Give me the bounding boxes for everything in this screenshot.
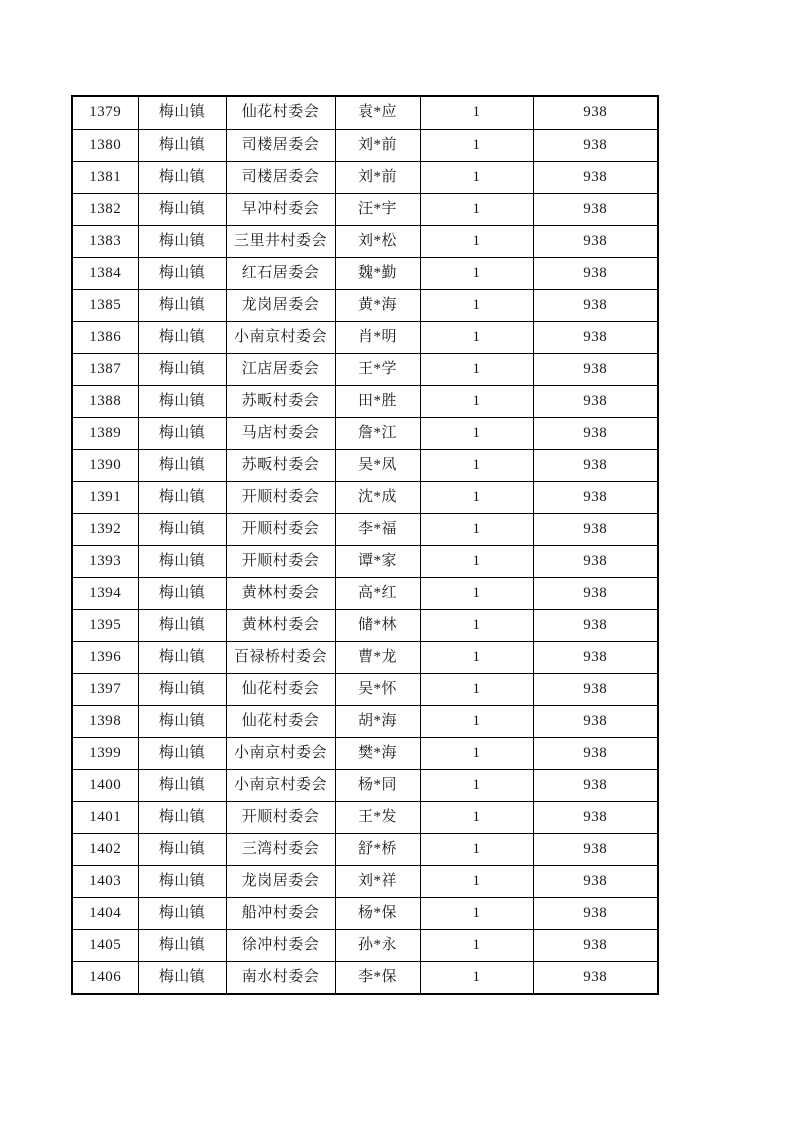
count-cell: 1 (420, 321, 533, 353)
name-cell: 谭*家 (335, 545, 420, 577)
count-cell: 1 (420, 833, 533, 865)
count-cell: 1 (420, 257, 533, 289)
serial-cell: 1394 (72, 577, 138, 609)
count-cell: 1 (420, 705, 533, 737)
code-cell: 938 (533, 577, 658, 609)
name-cell: 黄*海 (335, 289, 420, 321)
table-row (72, 577, 658, 609)
count-cell: 1 (420, 865, 533, 897)
table-row (72, 321, 658, 353)
village-cell: 南水村委会 (226, 961, 335, 994)
count-cell: 1 (420, 929, 533, 961)
town-cell: 梅山镇 (138, 257, 226, 289)
table-row (72, 481, 658, 513)
code-cell: 938 (533, 161, 658, 193)
code-cell: 938 (533, 545, 658, 577)
name-cell: 刘*祥 (335, 865, 420, 897)
table-row (72, 353, 658, 385)
serial-cell: 1396 (72, 641, 138, 673)
name-cell: 吴*怀 (335, 673, 420, 705)
serial-cell: 1397 (72, 673, 138, 705)
name-cell: 汪*宇 (335, 193, 420, 225)
serial-cell: 1393 (72, 545, 138, 577)
name-cell: 詹*江 (335, 417, 420, 449)
code-cell: 938 (533, 481, 658, 513)
count-cell: 1 (420, 481, 533, 513)
village-cell: 开顺村委会 (226, 481, 335, 513)
count-cell: 1 (420, 513, 533, 545)
town-cell: 梅山镇 (138, 865, 226, 897)
village-cell: 龙岗居委会 (226, 865, 335, 897)
table-row (72, 833, 658, 865)
village-cell: 三里井村委会 (226, 225, 335, 257)
serial-cell: 1401 (72, 801, 138, 833)
code-cell: 938 (533, 833, 658, 865)
town-cell: 梅山镇 (138, 161, 226, 193)
village-cell: 江店居委会 (226, 353, 335, 385)
village-cell: 开顺村委会 (226, 513, 335, 545)
name-cell: 胡*海 (335, 705, 420, 737)
village-cell: 苏畈村委会 (226, 385, 335, 417)
village-cell: 小南京村委会 (226, 769, 335, 801)
table-row (72, 289, 658, 321)
name-cell: 杨*同 (335, 769, 420, 801)
serial-cell: 1398 (72, 705, 138, 737)
table-row (72, 961, 658, 994)
town-cell: 梅山镇 (138, 513, 226, 545)
code-cell: 938 (533, 321, 658, 353)
name-cell: 王*学 (335, 353, 420, 385)
town-cell: 梅山镇 (138, 321, 226, 353)
serial-cell: 1386 (72, 321, 138, 353)
table-row (72, 513, 658, 545)
count-cell: 1 (420, 673, 533, 705)
name-cell: 高*红 (335, 577, 420, 609)
table-row (72, 449, 658, 481)
town-cell: 梅山镇 (138, 225, 226, 257)
name-cell: 储*林 (335, 609, 420, 641)
town-cell: 梅山镇 (138, 417, 226, 449)
town-cell: 梅山镇 (138, 353, 226, 385)
name-cell: 李*保 (335, 961, 420, 994)
count-cell: 1 (420, 417, 533, 449)
village-cell: 仙花村委会 (226, 673, 335, 705)
serial-cell: 1400 (72, 769, 138, 801)
village-cell: 徐冲村委会 (226, 929, 335, 961)
count-cell: 1 (420, 449, 533, 481)
village-cell: 百禄桥村委会 (226, 641, 335, 673)
table-row (72, 257, 658, 289)
code-cell: 938 (533, 225, 658, 257)
code-cell: 938 (533, 801, 658, 833)
town-cell: 梅山镇 (138, 577, 226, 609)
town-cell: 梅山镇 (138, 449, 226, 481)
town-cell: 梅山镇 (138, 193, 226, 225)
village-cell: 早冲村委会 (226, 193, 335, 225)
table-body (72, 96, 658, 994)
town-cell: 梅山镇 (138, 129, 226, 161)
serial-cell: 1379 (72, 96, 138, 129)
village-cell: 仙花村委会 (226, 96, 335, 129)
count-cell: 1 (420, 353, 533, 385)
table-row (72, 705, 658, 737)
serial-cell: 1391 (72, 481, 138, 513)
village-cell: 开顺村委会 (226, 801, 335, 833)
code-cell: 938 (533, 449, 658, 481)
table-row (72, 161, 658, 193)
serial-cell: 1402 (72, 833, 138, 865)
table-row (72, 545, 658, 577)
count-cell: 1 (420, 801, 533, 833)
code-cell: 938 (533, 353, 658, 385)
village-cell: 小南京村委会 (226, 737, 335, 769)
code-cell: 938 (533, 641, 658, 673)
code-cell: 938 (533, 257, 658, 289)
code-cell: 938 (533, 417, 658, 449)
count-cell: 1 (420, 545, 533, 577)
serial-cell: 1381 (72, 161, 138, 193)
serial-cell: 1404 (72, 897, 138, 929)
table-row (72, 769, 658, 801)
code-cell: 938 (533, 96, 658, 129)
code-cell: 938 (533, 129, 658, 161)
count-cell: 1 (420, 737, 533, 769)
count-cell: 1 (420, 609, 533, 641)
code-cell: 938 (533, 769, 658, 801)
table-row (72, 865, 658, 897)
town-cell: 梅山镇 (138, 769, 226, 801)
village-cell: 司楼居委会 (226, 161, 335, 193)
village-cell: 船冲村委会 (226, 897, 335, 929)
table-row (72, 673, 658, 705)
records-table-container (71, 95, 659, 997)
table-row (72, 801, 658, 833)
name-cell: 杨*保 (335, 897, 420, 929)
serial-cell: 1388 (72, 385, 138, 417)
table-row (72, 96, 658, 129)
serial-cell: 1395 (72, 609, 138, 641)
village-cell: 黄林村委会 (226, 577, 335, 609)
code-cell: 938 (533, 193, 658, 225)
code-cell: 938 (533, 513, 658, 545)
records-table (71, 95, 659, 995)
table-row (72, 929, 658, 961)
name-cell: 王*发 (335, 801, 420, 833)
village-cell: 红石居委会 (226, 257, 335, 289)
code-cell: 938 (533, 737, 658, 769)
table-row (72, 385, 658, 417)
serial-cell: 1390 (72, 449, 138, 481)
table-row (72, 225, 658, 257)
serial-cell: 1405 (72, 929, 138, 961)
table-row (72, 609, 658, 641)
name-cell: 李*福 (335, 513, 420, 545)
name-cell: 曹*龙 (335, 641, 420, 673)
name-cell: 田*胜 (335, 385, 420, 417)
town-cell: 梅山镇 (138, 641, 226, 673)
town-cell: 梅山镇 (138, 929, 226, 961)
name-cell: 魏*勤 (335, 257, 420, 289)
serial-cell: 1387 (72, 353, 138, 385)
village-cell: 仙花村委会 (226, 705, 335, 737)
town-cell: 梅山镇 (138, 737, 226, 769)
count-cell: 1 (420, 385, 533, 417)
village-cell: 黄林村委会 (226, 609, 335, 641)
town-cell: 梅山镇 (138, 705, 226, 737)
serial-cell: 1382 (72, 193, 138, 225)
village-cell: 龙岗居委会 (226, 289, 335, 321)
town-cell: 梅山镇 (138, 961, 226, 994)
table-row (72, 737, 658, 769)
serial-cell: 1399 (72, 737, 138, 769)
town-cell: 梅山镇 (138, 481, 226, 513)
name-cell: 孙*永 (335, 929, 420, 961)
code-cell: 938 (533, 961, 658, 994)
town-cell: 梅山镇 (138, 96, 226, 129)
town-cell: 梅山镇 (138, 385, 226, 417)
name-cell: 袁*应 (335, 96, 420, 129)
serial-cell: 1383 (72, 225, 138, 257)
code-cell: 938 (533, 673, 658, 705)
serial-cell: 1380 (72, 129, 138, 161)
name-cell: 吴*凤 (335, 449, 420, 481)
code-cell: 938 (533, 609, 658, 641)
town-cell: 梅山镇 (138, 673, 226, 705)
name-cell: 沈*成 (335, 481, 420, 513)
serial-cell: 1385 (72, 289, 138, 321)
count-cell: 1 (420, 961, 533, 994)
count-cell: 1 (420, 769, 533, 801)
town-cell: 梅山镇 (138, 289, 226, 321)
table-row (72, 129, 658, 161)
serial-cell: 1389 (72, 417, 138, 449)
name-cell: 樊*海 (335, 737, 420, 769)
town-cell: 梅山镇 (138, 545, 226, 577)
count-cell: 1 (420, 96, 533, 129)
table-row (72, 193, 658, 225)
town-cell: 梅山镇 (138, 609, 226, 641)
code-cell: 938 (533, 929, 658, 961)
name-cell: 刘*前 (335, 161, 420, 193)
count-cell: 1 (420, 289, 533, 321)
serial-cell: 1406 (72, 961, 138, 994)
serial-cell: 1403 (72, 865, 138, 897)
table-row (72, 417, 658, 449)
table-row (72, 641, 658, 673)
village-cell: 三湾村委会 (226, 833, 335, 865)
name-cell: 刘*松 (335, 225, 420, 257)
town-cell: 梅山镇 (138, 833, 226, 865)
town-cell: 梅山镇 (138, 801, 226, 833)
village-cell: 苏畈村委会 (226, 449, 335, 481)
count-cell: 1 (420, 193, 533, 225)
serial-cell: 1384 (72, 257, 138, 289)
village-cell: 马店村委会 (226, 417, 335, 449)
name-cell: 刘*前 (335, 129, 420, 161)
count-cell: 1 (420, 577, 533, 609)
table-row (72, 897, 658, 929)
town-cell: 梅山镇 (138, 897, 226, 929)
village-cell: 开顺村委会 (226, 545, 335, 577)
count-cell: 1 (420, 225, 533, 257)
code-cell: 938 (533, 289, 658, 321)
name-cell: 肖*明 (335, 321, 420, 353)
count-cell: 1 (420, 129, 533, 161)
code-cell: 938 (533, 705, 658, 737)
count-cell: 1 (420, 641, 533, 673)
code-cell: 938 (533, 865, 658, 897)
count-cell: 1 (420, 161, 533, 193)
village-cell: 小南京村委会 (226, 321, 335, 353)
code-cell: 938 (533, 897, 658, 929)
code-cell: 938 (533, 385, 658, 417)
serial-cell: 1392 (72, 513, 138, 545)
name-cell: 舒*桥 (335, 833, 420, 865)
village-cell: 司楼居委会 (226, 129, 335, 161)
count-cell: 1 (420, 897, 533, 929)
